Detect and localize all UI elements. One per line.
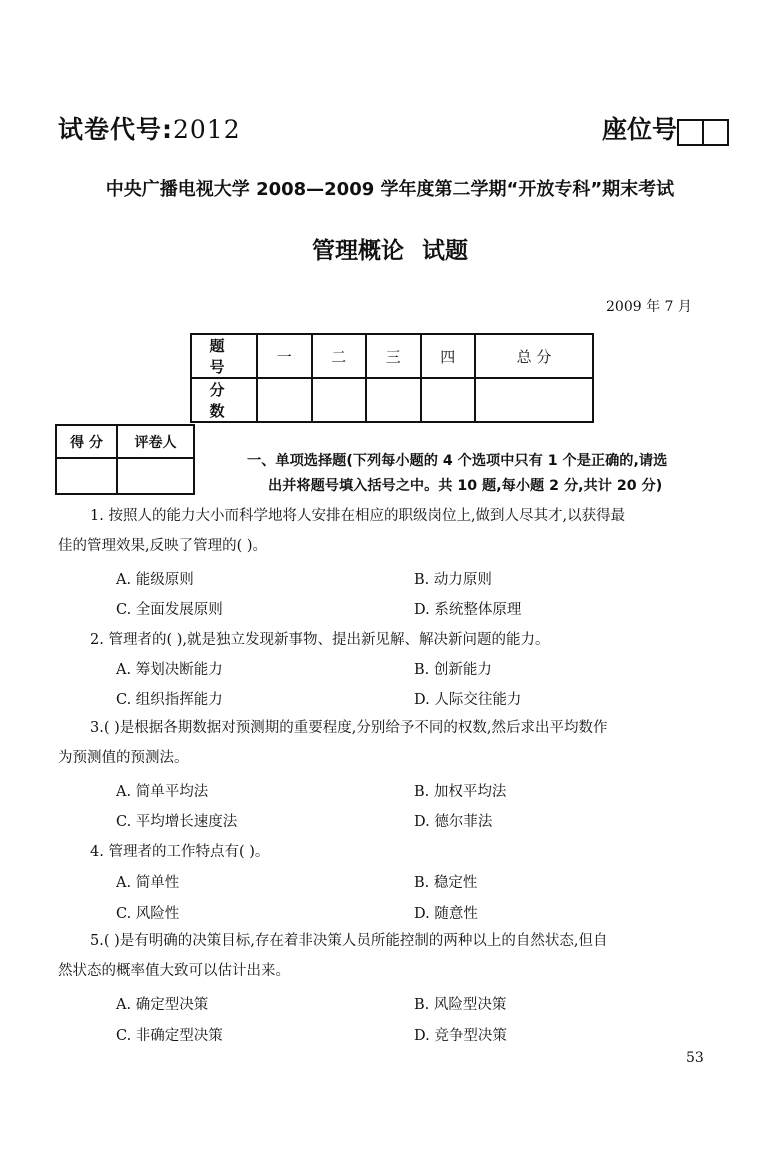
score-table [190, 333, 594, 423]
option-c: C. 平均增长速度法 [116, 814, 238, 830]
seat-number-boxes [679, 119, 729, 146]
score-cell-empty [257, 378, 312, 422]
score-cell-empty [312, 378, 367, 422]
seat-number [602, 110, 729, 146]
option-b: B. 加权平均法 [414, 784, 507, 800]
school-exam-line: 中央广播电视大学 2008—2009 学年度第二学期“开放专科”期末考试 [105, 179, 675, 200]
grader-name-label: 评卷人 [117, 425, 194, 458]
option-b: B. 风险型决策 [414, 997, 507, 1013]
score-table-header-row [191, 334, 593, 378]
option-a: A. 简单性 [116, 875, 180, 891]
option-a: A. 筹划决断能力 [116, 662, 223, 678]
exam-title: 管理概论 试题 [311, 238, 468, 264]
question-text: 1. 按照人的能力大小而科学地将人安排在相应的职级岗位上,做到人尽其才,以获得最 [90, 508, 626, 524]
score-cell-header: 一 [257, 334, 312, 378]
score-cell-header: 二 [312, 334, 367, 378]
paper-code-label: 试卷代号: [58, 115, 173, 144]
option-c: C. 组织指挥能力 [116, 692, 223, 708]
option-c: C. 非确定型决策 [116, 1028, 223, 1044]
question-3 [58, 713, 726, 773]
seat-box [702, 119, 729, 146]
grader-score-label: 得 分 [56, 425, 117, 458]
option-b: B. 创新能力 [414, 662, 492, 678]
question-text: 3.( )是根据各期数据对预测期的重要程度,分别给予不同的权数,然后求出平均数作 [90, 720, 608, 736]
score-cell-empty [475, 378, 593, 422]
option-c: C. 全面发展原则 [116, 602, 223, 618]
seat-box [677, 119, 704, 146]
question-2: 2. 管理者的( ),就是独立发现新事物、提出新见解、解决新问题的能力。 [90, 632, 550, 648]
grader-table [55, 424, 195, 495]
score-table-score-row [191, 378, 593, 422]
score-cell-empty [421, 378, 476, 422]
option-a: A. 确定型决策 [116, 997, 209, 1013]
score-cell-empty [366, 378, 421, 422]
question-text: 佳的管理效果,反映了管理的( )。 [58, 538, 268, 554]
grader-cell-empty [56, 458, 117, 494]
grader-cell-empty [117, 458, 194, 494]
score-cell-label: 分 数 [191, 378, 257, 422]
option-a: A. 能级原则 [116, 572, 194, 588]
question-4: 4. 管理者的工作特点有( )。 [90, 844, 270, 860]
section-heading [247, 449, 667, 499]
section-heading-line2: 出并将题号填入括号之中。共 10 题,每小题 2 分,共计 20 分) [268, 478, 663, 494]
score-cell-header: 三 [366, 334, 421, 378]
option-d: D. 竞争型决策 [414, 1028, 507, 1044]
question-text: 5.( )是有明确的决策目标,存在着非决策人员所能控制的两种以上的自然状态,但自 [90, 933, 608, 949]
exam-date: 2009 年 7 月 [606, 299, 692, 315]
question-text: 然状态的概率值大致可以估计出来。 [58, 963, 290, 979]
option-d: D. 德尔菲法 [414, 814, 493, 830]
option-d: D. 随意性 [414, 906, 478, 922]
paper-code-value: 2012 [173, 115, 241, 144]
option-d: D. 人际交往能力 [414, 692, 522, 708]
score-cell-label: 题 号 [191, 334, 257, 378]
seat-number-label: 座位号 [602, 115, 678, 144]
option-d: D. 系统整体原理 [414, 602, 522, 618]
score-cell-header: 四 [421, 334, 476, 378]
option-a: A. 简单平均法 [116, 784, 209, 800]
option-c: C. 风险性 [116, 906, 180, 922]
page-number: 53 [686, 1050, 704, 1066]
paper-code [58, 110, 241, 146]
option-b: B. 动力原则 [414, 572, 492, 588]
option-b: B. 稳定性 [414, 875, 478, 891]
section-heading-line1: 一、单项选择题(下列每小题的 4 个选项中只有 1 个是正确的,请选 [247, 453, 668, 469]
question-5 [58, 926, 726, 986]
question-1 [58, 501, 726, 561]
question-text: 为预测值的预测法。 [58, 750, 189, 766]
score-cell-header: 总 分 [475, 334, 593, 378]
